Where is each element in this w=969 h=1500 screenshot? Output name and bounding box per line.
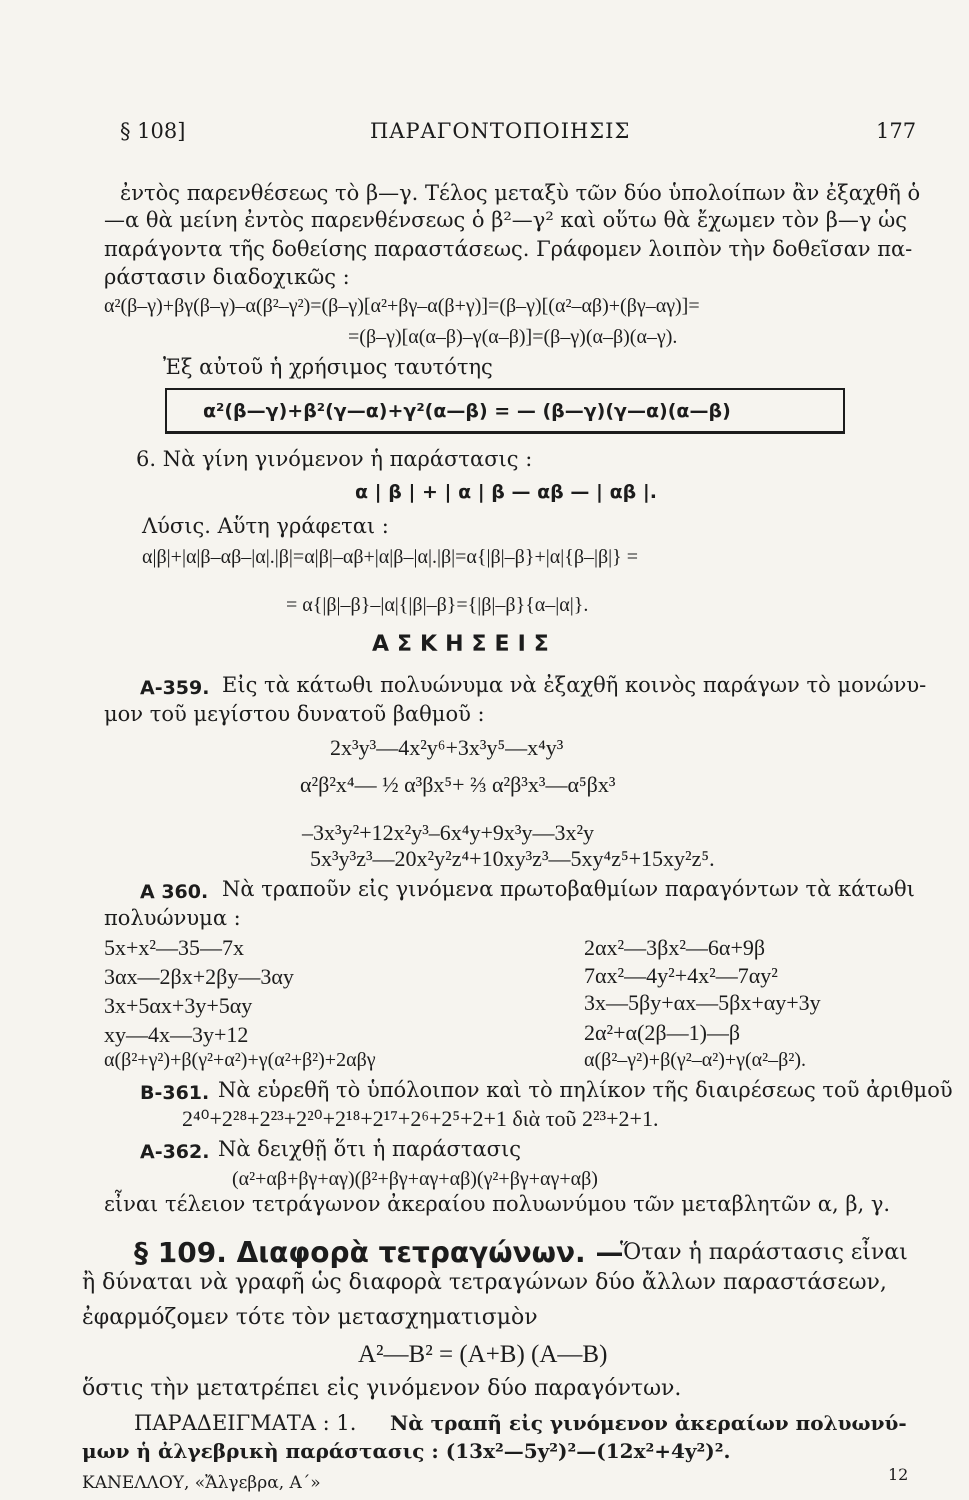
solution-line-1: α|β|+|α|β–αβ–|α|.|β|=α|β|–αβ+|α|β–|α|.|β|=α{|β|–β}+|α|{β–|β|} = — [142, 546, 639, 568]
exercise-a360-right-5: α(β²–γ²)+β(γ²–α²)+γ(α²–β²). — [584, 1049, 806, 1071]
exercise-a360-left-4: xy—4x—3y+12 — [104, 1022, 249, 1047]
examples-label: ΠΑΡΑΔΕΙΓΜΑΤΑ : 1. — [134, 1411, 357, 1435]
exercise-a359-line-2: α²β²x⁴— ½ α³βx⁵+ ⅔ α²β³x³—α⁵βx³ — [300, 772, 616, 797]
section-109-text-2: ἢ δύναται νὰ γραφῆ ὡς διαφορὰ τετραγώνων δύο ἄλλων παραστάσεων, — [82, 1270, 887, 1295]
intro-line-1: ἐντὸς παρενθέσεως τὸ β—γ. Τέλος μεταξὺ τῶν δύο ὑπολοίπων ἂν ἐξαχθῆ ὁ — [120, 181, 921, 205]
page-title: ΠΑΡΑΓΟΝΤΟΠΟΙΗΣΙΣ — [370, 119, 631, 143]
exercise-a359-line-3: –3x³y²+12x²y³–6x⁴y+9x³y—3x²y — [302, 820, 595, 845]
identity-intro: Ἐξ αὐτοῦ ἡ χρήσιμος ταυτότης — [163, 355, 493, 379]
exercise-a359-text-1: Εἰς τὰ κάτωθι πολυώνυμα νὰ ἐξαχθῆ κοινὸς παράγων τὸ μονώνυ- — [222, 673, 927, 697]
exercise-a362-label: Α-362. — [140, 1141, 210, 1163]
footer-book-title: ΚΑΝΕΛΛΟΥ, «Ἄλγεβρα, Α΄» — [82, 1473, 321, 1493]
exercise-a360-text-1: Νὰ τραποῦν εἰς γινόμενα πρωτοβαθμίων παραγόντων τὰ κάτωθι — [222, 877, 915, 901]
exercise-a360-left-3: 3x+5αx+3y+5αy — [104, 993, 253, 1018]
exercise-a360-left-5: α(β²+γ²)+β(γ²+α²)+γ(α²+β²)+2αβγ — [104, 1049, 376, 1071]
exercise-a362-text: Νὰ δειχθῇ ὅτι ἡ παράστασις — [218, 1137, 522, 1161]
section-109-formula: A²—B² = (A+B) (A—B) — [358, 1341, 608, 1368]
exercise-a362-expression: (α²+αβ+βγ+αγ)(β²+βγ+αγ+αβ)(γ²+βγ+αγ+αβ) — [232, 1168, 598, 1190]
section-109-text-3: ἐφαρμόζομεν τότε τὸν μετασχηματισμὸν — [82, 1305, 538, 1330]
derivation-line-2: =(β–γ)[α(α–β)–γ(α–β)]=(β–γ)(α–β)(α–γ). — [348, 326, 678, 348]
exercise-a360-right-4: 2α²+α(2β—1)—β — [584, 1020, 741, 1045]
exercise-b361-text: Νὰ εὑρεθῆ τὸ ὑπόλοιπον καὶ τὸ πηλίκον τῆς διαιρέσεως τοῦ ἀριθμοῦ — [218, 1078, 953, 1102]
exercise-a359-label: Α-359. — [140, 677, 210, 699]
section-109-text-4: ὅστις τὴν μετατρέπει εἰς γινόμενον δύο παραγόντων. — [82, 1376, 682, 1401]
section-ref: § 108] — [120, 119, 186, 143]
derivation-line-1: α²(β–γ)+βγ(β–γ)–α(β²–γ²)=(β–γ)[α²+βγ–α(β+γ)]=(β–γ)[(α²–αβ)+(βγ–αγ)]= — [104, 295, 700, 317]
section-109-text-1: Ὅταν ἡ παράστασις εἶναι — [620, 1240, 908, 1265]
examples-text-2: μων ἡ ἀλγεβρικὴ παράστασις : (13x²—5y²)²—(12x²+4y²)². — [82, 1439, 731, 1463]
exercise-a360-left-2: 3αx—2βx+2βy—3αy — [104, 964, 294, 989]
page-number: 177 — [876, 119, 917, 143]
problem-6-expression: α | β | + | α | β — αβ — | αβ |. — [355, 481, 657, 503]
identity-formula: α²(β—γ)+β²(γ—α)+γ²(α—β) = — (β—γ)(γ—α)(α—β) — [203, 400, 731, 422]
exercise-a360-right-1: 2αx²—3βx²—6α+9β — [584, 935, 766, 960]
exercise-a362-text-2: εἶναι τέλειον τετράγωνον ἀκεραίου πολυωνύμου τῶν μεταβλητῶν α, β, γ. — [104, 1192, 891, 1216]
intro-line-3: παράγοντα τῆς δοθείσης παραστάσεως. Γράφομεν λοιπὸν τὴν δοθεῖσαν πα- — [104, 237, 913, 261]
solution-label: Λύσις. Αὕτη γράφεται : — [142, 514, 389, 538]
examples-text-1: Νὰ τραπῆ εἰς γινόμενον ἀκεραίων πολυωνύ- — [390, 1411, 907, 1435]
exercise-a359-line-4: 5x³y³z³—20x²y²z⁴+10xy³z³—5xy⁴z⁵+15xy²z⁵. — [310, 846, 715, 871]
exercise-b361-label: Β-361. — [140, 1082, 210, 1104]
exercise-a359-line-1: 2x³y³—4x²y⁶+3x³y⁵—x⁴y³ — [330, 735, 564, 760]
exercises-title: ΑΣΚΗΣΕΙΣ — [372, 632, 557, 657]
exercise-a360-right-3: 3x—5βy+αx—5βx+αy+3y — [584, 990, 821, 1015]
exercise-a359-text-2: μον τοῦ μεγίστου δυνατοῦ βαθμοῦ : — [104, 702, 485, 726]
exercise-b361-expression: 2⁴⁰+2²⁸+2²³+2²⁰+2¹⁸+2¹⁷+2⁶+2⁵+2+1 διὰ τοῦ 2²³+2+1. — [182, 1106, 659, 1131]
intro-line-2: —α θὰ μείνη ἐντὸς παρενθένσεως ὁ β²—γ² καὶ οὕτω θὰ ἔχωμεν τὸν β—γ ὡς — [104, 208, 908, 232]
section-109-heading: § 109. Διαφορὰ τετραγώνων. — — [134, 1236, 624, 1269]
footer-signature-number: 12 — [888, 1465, 909, 1484]
exercise-a360-left-1: 5x+x²—35—7x — [104, 935, 245, 960]
exercise-a360-text-2: πολυώνυμα : — [104, 906, 241, 930]
identity-box — [165, 388, 845, 434]
problem-6-label: 6. Νὰ γίνη γινόμενον ἡ παράστασις : — [136, 447, 533, 471]
exercise-a360-label: Α 360. — [140, 881, 209, 903]
intro-line-4: ράστασιν διαδοχικῶς : — [104, 265, 350, 289]
exercise-a360-right-2: 7αx²—4y²+4x²—7αy² — [584, 963, 778, 988]
solution-line-2: = α{|β|–β}–|α|{|β|–β}={|β|–β}{α–|α|}. — [286, 594, 589, 616]
